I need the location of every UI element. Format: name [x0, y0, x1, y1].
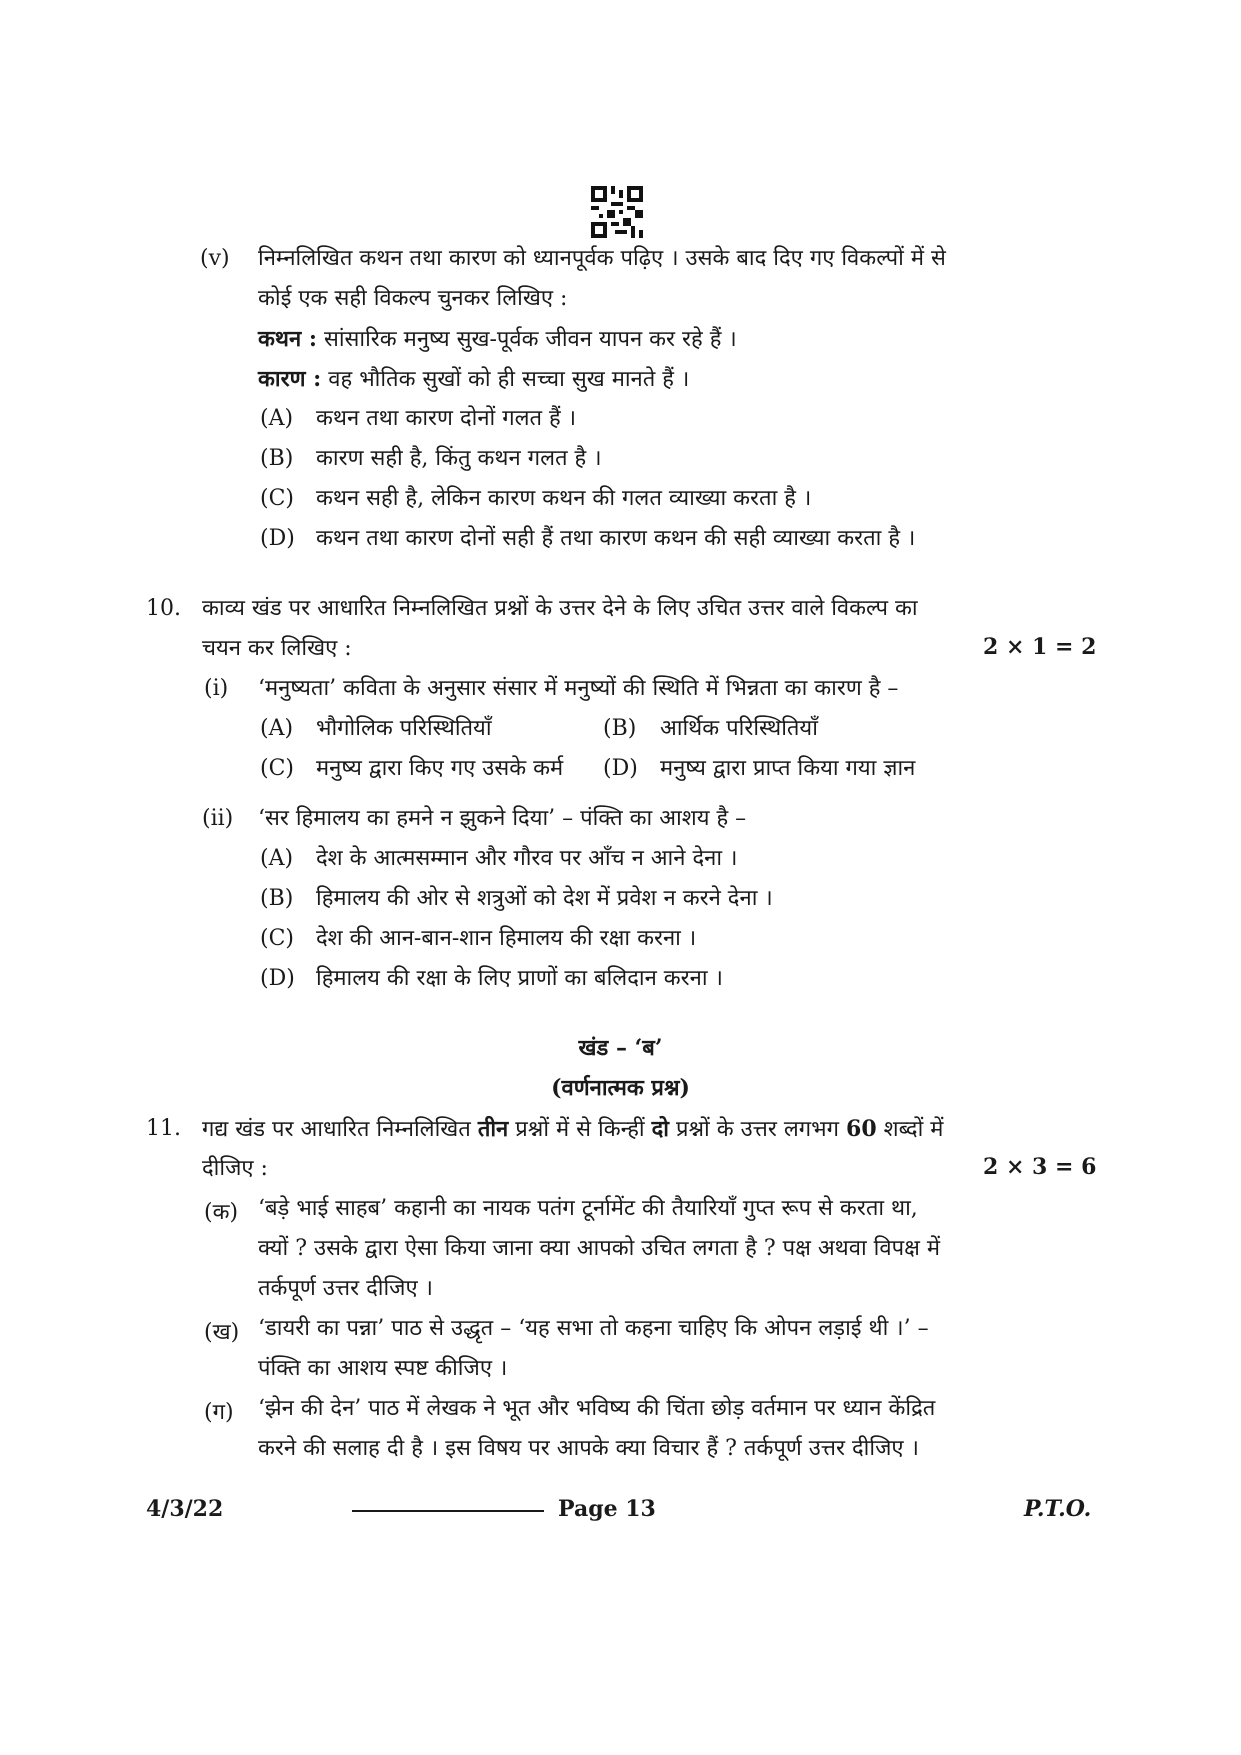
- assertion-text: सांसारिक मनुष्य सुख-पूर्वक जीवन यापन कर रहे हैं ।: [323, 327, 737, 352]
- q10-i-option-d: मनुष्य द्वारा प्राप्त किया गया ज्ञान: [660, 756, 916, 781]
- q10-ii-option-d: हिमालय की रक्षा के लिए प्राणों का बलिदान करना ।: [316, 966, 723, 991]
- q9v-number: (v): [200, 246, 230, 271]
- pto-label: P.T.O.: [1024, 1496, 1092, 1522]
- q10-i-option-b: आर्थिक परिस्थितियाँ: [660, 716, 818, 741]
- q10-marks: 2 × 1 = 2: [983, 634, 1097, 660]
- q10-number: 10.: [146, 596, 181, 621]
- assertion-label: कथन :: [258, 326, 317, 352]
- q9v-option-d-label: (D): [260, 526, 295, 551]
- q10-ii-option-d-label: (D): [260, 966, 295, 991]
- q9v-option-d: कथन तथा कारण दोनों सही हैं तथा कारण कथन की सही व्याख्या करता है ।: [316, 526, 916, 551]
- q9v-option-c: कथन सही है, लेकिन कारण कथन की गलत व्याख्या करता है ।: [316, 486, 812, 511]
- q9v-assertion: [258, 324, 737, 355]
- page-number: Page 13: [558, 1496, 656, 1522]
- q10-text-line1: काव्य खंड पर आधारित निम्नलिखित प्रश्नों के उत्तर देने के लिए उचित उत्तर वाले विकल्प का: [202, 596, 918, 621]
- q9v-option-b: कारण सही है, किंतु कथन गलत है ।: [316, 446, 602, 471]
- q10-i-text: ‘मनुष्यता’ कविता के अनुसार संसार में मनुष्यों की स्थिति में भिन्नता का कारण है –: [258, 676, 899, 701]
- q10-i-option-a: भौगोलिक परिस्थितियाँ: [316, 716, 492, 741]
- q10-i-option-c: मनुष्य द्वारा किए गए उसके कर्म: [316, 756, 564, 781]
- q9v-text-line2: कोई एक सही विकल्प चुनकर लिखिए :: [258, 286, 568, 311]
- q11-kha-line1: ‘डायरी का पन्ना’ पाठ से उद्धृत – ‘यह सभा तो कहना चाहिए कि ओपन लड़ाई थी ।’ –: [258, 1316, 929, 1341]
- q10-i-option-a-label: (A): [260, 716, 294, 741]
- q9v-option-a: कथन तथा कारण दोनों गलत हैं ।: [316, 406, 577, 431]
- q11-marks: 2 × 3 = 6: [983, 1154, 1097, 1180]
- q10-i-number: (i): [204, 676, 229, 701]
- q11-ga-number: (ग): [204, 1400, 234, 1425]
- q11-ga-line1: ‘झेन की देन’ पाठ में लेखक ने भूत और भविष्य की चिंता छोड़ वर्तमान पर ध्यान केंद्रित: [258, 1396, 936, 1421]
- qr-code-icon: [591, 186, 643, 238]
- section-b-title: खंड – ‘ब’: [578, 1035, 663, 1061]
- q10-text-line2: चयन कर लिखिए :: [202, 636, 352, 661]
- footer-divider: [352, 1510, 544, 1512]
- q11-ga-line2: करने की सलाह दी है । इस विषय पर आपके क्या विचार हैं ? तर्कपूर्ण उत्तर दीजिए ।: [258, 1436, 919, 1461]
- q10-ii-option-c: देश की आन-बान-शान हिमालय की रक्षा करना ।: [316, 926, 697, 951]
- q10-ii-text: ‘सर हिमालय का हमने न झुकने दिया’ – पंक्ति का आशय है –: [258, 806, 747, 831]
- q11-ka-line1: ‘बड़े भाई साहब’ कहानी का नायक पतंग टूर्नामेंट की तैयारियाँ गुप्त रूप से करता था,: [258, 1196, 918, 1221]
- q10-i-option-c-label: (C): [260, 756, 294, 781]
- q10-ii-option-b-label: (B): [260, 886, 294, 911]
- q11-kha-number: (ख): [204, 1320, 240, 1345]
- q9v-text-line1: निम्नलिखित कथन तथा कारण को ध्यानपूर्वक पढ़िए । उसके बाद दिए गए विकल्पों में से: [258, 246, 946, 271]
- section-b-subtitle: (वर्णनात्मक प्रश्न): [551, 1075, 690, 1101]
- q11-ka-line3: तर्कपूर्ण उत्तर दीजिए ।: [258, 1276, 433, 1301]
- q9v-option-c-label: (C): [260, 486, 294, 511]
- reason-text: वह भौतिक सुखों को ही सच्चा सुख मानते हैं ।: [328, 367, 690, 392]
- q10-ii-option-a-label: (A): [260, 846, 294, 871]
- q11-ka-line2: क्यों ? उसके द्वारा ऐसा किया जाना क्या आपको उचित लगता है ? पक्ष अथवा विपक्ष में: [258, 1236, 941, 1261]
- q11-ka-number: (क): [204, 1200, 239, 1225]
- q10-ii-option-c-label: (C): [260, 926, 294, 951]
- q11-text-line2: दीजिए :: [202, 1156, 268, 1181]
- q10-ii-option-b: हिमालय की ओर से शत्रुओं को देश में प्रवेश न करने देना ।: [316, 886, 773, 911]
- q9v-reason: [258, 364, 689, 395]
- q9v-option-a-label: (A): [260, 406, 294, 431]
- reason-label: कारण :: [258, 366, 322, 392]
- q10-ii-number: (ii): [202, 806, 234, 831]
- q10-i-option-d-label: (D): [603, 756, 638, 781]
- q11-text-line1: गद्य खंड पर आधारित निम्नलिखित तीन प्रश्नों में से किन्हीं दो प्रश्नों के उत्तर लगभग 60 शब्दों में: [202, 1116, 944, 1142]
- paper-code: 4/3/22: [146, 1496, 224, 1522]
- q10-i-option-b-label: (B): [603, 716, 637, 741]
- q11-kha-line2: पंक्ति का आशय स्पष्ट कीजिए ।: [258, 1356, 508, 1381]
- q11-number: 11.: [146, 1116, 181, 1141]
- q10-ii-option-a: देश के आत्मसम्मान और गौरव पर आँच न आने देना ।: [316, 846, 738, 871]
- q9v-option-b-label: (B): [260, 446, 294, 471]
